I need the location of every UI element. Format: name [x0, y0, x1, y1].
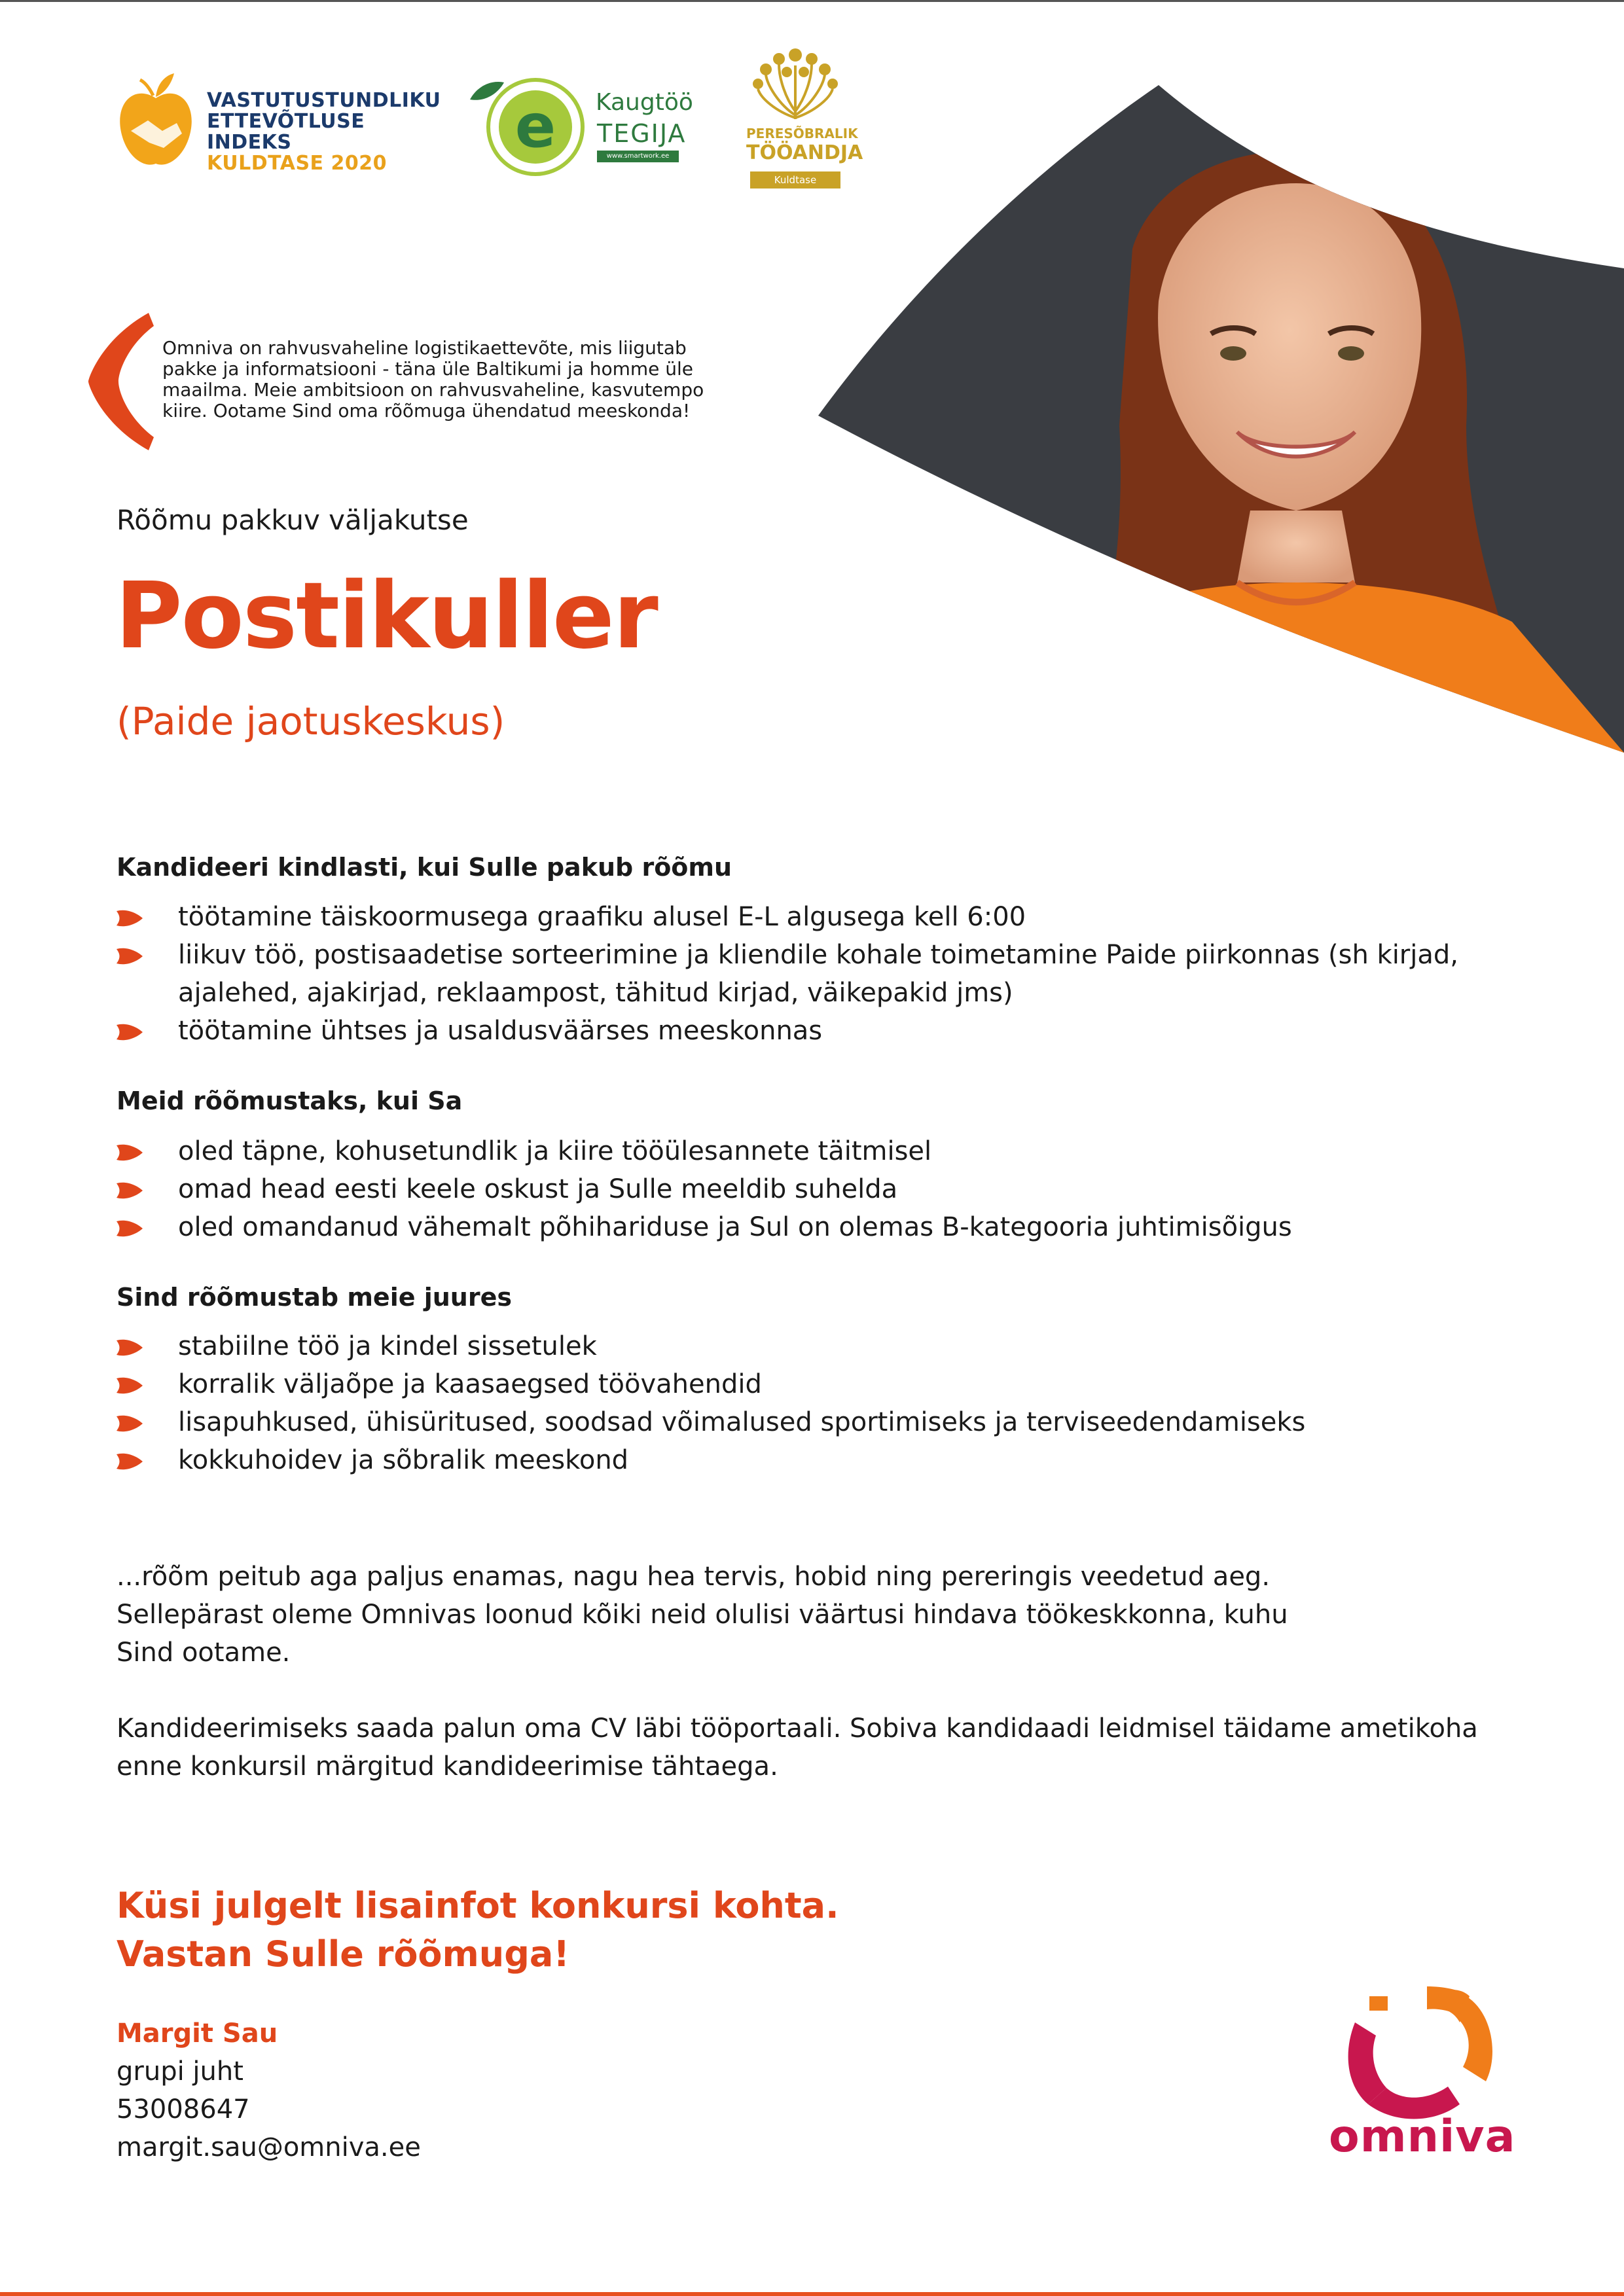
list-item — [117, 1403, 1491, 1441]
bullet-list-benefits — [117, 1327, 1491, 1479]
bullet-arrow-icon — [117, 1181, 143, 1200]
application-paragraph: Kandideerimiseks saada palun oma CV läbi tööportaali. Sobiva kandidaadi leidmisel täidame ametikoha enne konkursil märgitud kandideerimise tähtaega. — [117, 1713, 1478, 1782]
list-item-text: kokkuhoidev ja sõbralik meeskond — [178, 1445, 629, 1475]
list-item — [117, 1170, 1491, 1208]
csr-index-line1: VASTUTUSTUNDLIKU — [207, 89, 441, 112]
contact-email[interactable]: margit.sau@omniva.ee — [117, 2132, 421, 2162]
e-circle-icon — [452, 65, 589, 180]
cta-line2: Vastan Sulle rõõmuga! — [117, 1933, 569, 1975]
list-item — [117, 1327, 1491, 1365]
top-rule — [0, 0, 1624, 2]
bullet-arrow-icon — [117, 1376, 143, 1395]
bullet-arrow-icon — [117, 1143, 143, 1162]
bullet-arrow-icon — [117, 1022, 143, 1042]
csr-index-line2: ETTEVÕTLUSE INDEKS — [207, 110, 365, 154]
contact-role: grupi juht — [117, 2056, 244, 2087]
bullet-list-requirements — [117, 1132, 1491, 1246]
bullet-arrow-icon — [117, 1414, 143, 1433]
family-employer-badge: Kuldtase — [750, 171, 840, 188]
list-item-text: liikuv töö, postisaadetise sorteerimine ja kliendile kohale toimetamine Paide piirkonnas (sh kirjad, ajalehed, ajakirjad, reklaampost, tähitud kirjad, väikepakid jms) — [178, 940, 1458, 1008]
list-item — [117, 898, 1491, 936]
cta-line1: Küsi julgelt lisainfot konkursi kohta. — [117, 1885, 839, 1926]
list-item-text: oled täpne, kohusetundlik ja kiire tööülesannete täitmisel — [178, 1136, 932, 1166]
csr-index-logo — [117, 71, 441, 175]
section-heading-apply: Kandideeri kindlasti, kui Sulle pakub rõõmu — [117, 853, 732, 882]
list-item-text: oled omandanud vähemalt põhihariduse ja Sul on olemas B-kategooria juhtimisõigus — [178, 1212, 1292, 1242]
values-paragraph: ...rõõm peitub aga paljus enamas, nagu hea tervis, hobid ning pereringis veedetud aeg. Sellepärast oleme Omnivas loonud kõiki neid olulisi väärtusi hindava töökeskkonna, kuhu Sind ootame. — [117, 1562, 1288, 1668]
family-employer-line2: TÖÖANDJA — [746, 141, 863, 164]
list-item-text: stabiilne töö ja kindel sissetulek — [178, 1331, 597, 1361]
list-item-text: töötamine ühtses ja usaldusväärses meeskonnas — [178, 1016, 823, 1046]
section-heading-benefits: Sind rõõmustab meie juures — [117, 1283, 512, 1312]
list-item-text: omad head eesti keele oskust ja Sulle meeldib suhelda — [178, 1174, 898, 1204]
portrait-photo — [818, 85, 1624, 753]
list-item — [117, 1365, 1491, 1403]
intro-text: Omniva on rahvusvaheline logistikaettevõte, mis liigutab pakke ja informatsiooni - täna üle Baltikumi ja homme üle maailma. Meie ambitsioon on rahvusvaheline, kasvutempo kiire. Ootame Sind oma rõõmuga ühendatud meeskonda! — [162, 337, 704, 422]
list-item — [117, 936, 1491, 1012]
job-title: Postikuller — [115, 563, 657, 670]
intro-arc-mark — [88, 313, 154, 450]
bullet-arrow-icon — [117, 908, 143, 928]
remote-work-line2: TEGIJA — [597, 119, 687, 148]
bullet-arrow-icon — [117, 1219, 143, 1238]
list-item — [117, 1012, 1491, 1050]
list-item — [117, 1132, 1491, 1170]
bullet-arrow-icon — [117, 1338, 143, 1357]
job-location: (Paide jaotuskeskus) — [117, 699, 505, 744]
omniva-wordmark: omniva — [1329, 2111, 1516, 2162]
remote-work-logo — [452, 65, 694, 180]
bullet-arrow-icon — [117, 946, 143, 966]
remote-work-line1: Kaugtöö — [596, 89, 693, 116]
subtitle: Rõõmu pakkuv väljakutse — [117, 504, 469, 536]
bullet-arrow-icon — [117, 1452, 143, 1471]
list-item — [117, 1441, 1491, 1479]
contact-block — [117, 2015, 421, 2166]
section-heading-requirements: Meid rõõmustaks, kui Sa — [117, 1086, 463, 1115]
list-item-text: korralik väljaõpe ja kaasaegsed töövahendid — [178, 1369, 762, 1399]
family-employer-line1: PERESÕBRALIK — [746, 126, 858, 141]
call-to-action — [117, 1882, 839, 1979]
svg-text:e: e — [514, 91, 556, 161]
csr-index-line3: KULDTASE 2020 — [207, 152, 387, 175]
contact-phone: 53008647 — [117, 2094, 250, 2125]
remote-work-url: www.smartwork.ee — [597, 151, 679, 162]
contact-name: Margit Sau — [117, 2018, 278, 2049]
list-item-text: lisapuhkused, ühisüritused, soodsad võimalused sportimiseks ja terviseedendamiseks — [178, 1407, 1306, 1437]
list-item — [117, 1208, 1491, 1246]
apple-handshake-icon — [117, 71, 195, 175]
bullet-list-apply — [117, 898, 1491, 1050]
bottom-rule — [0, 2292, 1624, 2296]
list-item-text: töötamine täiskoormusega graafiku alusel E-L algusega kell 6:00 — [178, 902, 1026, 932]
